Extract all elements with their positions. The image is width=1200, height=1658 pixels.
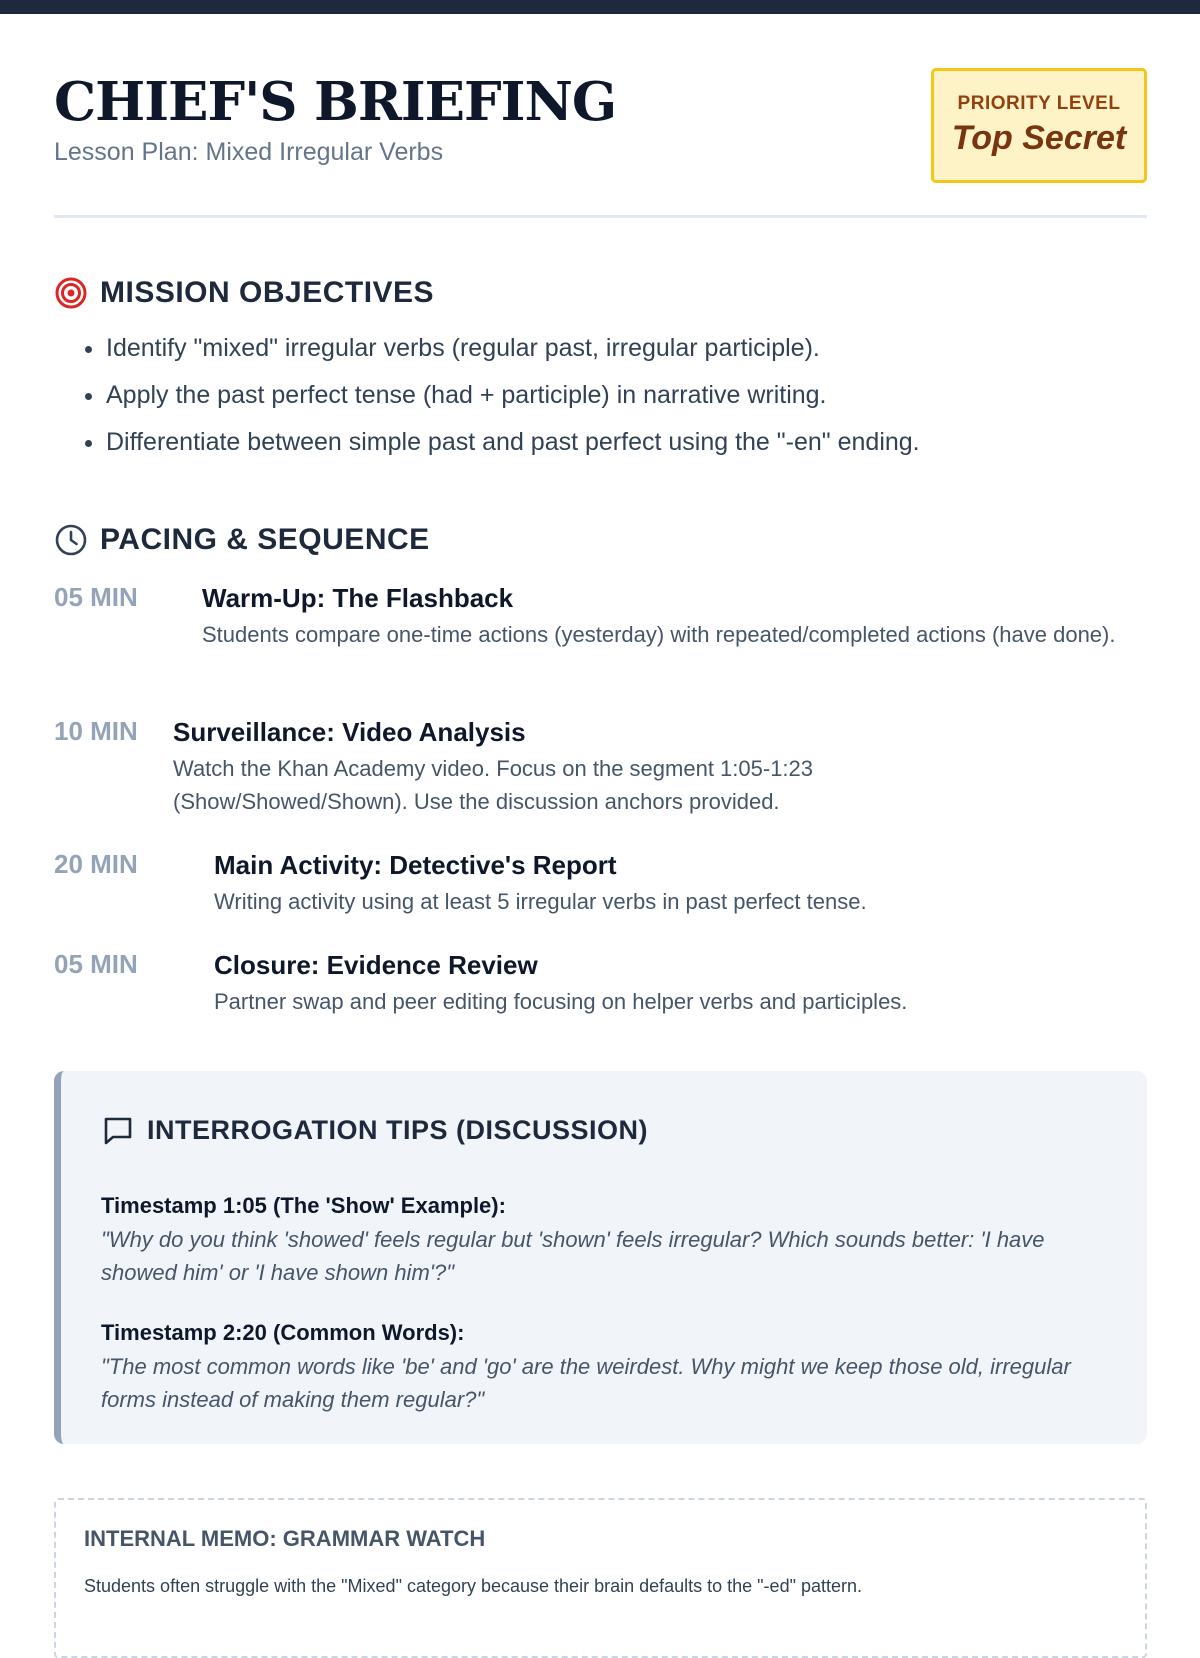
memo-text: Students often struggle with the "Mixed" category because their brain defaults to the "-ed" pattern. [84, 1576, 863, 1596]
list-item: • Differentiate between simple past and past perfect using the "-en" ending. [106, 428, 920, 475]
objectives-heading [54, 273, 434, 313]
tip-item [101, 1191, 1111, 1289]
top-bar [0, 0, 1200, 14]
pacing-item [54, 582, 1147, 651]
pacing-item-title: Closure: Evidence Review [214, 950, 538, 980]
objectives-list [78, 334, 920, 475]
pacing-time: 05 MIN [54, 582, 138, 612]
briefing-page [54, 14, 1147, 1596]
pacing-time: 05 MIN [54, 949, 138, 979]
header [54, 14, 1147, 218]
priority-label: PRIORITY LEVEL [957, 93, 1121, 114]
clock-icon [54, 523, 88, 557]
tip-label: Timestamp 1:05 (The 'Show' Example): [101, 1193, 506, 1218]
list-item: • Apply the past perfect tense (had + participle) in narrative writing. [106, 381, 920, 428]
pacing-item [54, 849, 1147, 918]
pacing-time: 10 MIN [54, 716, 138, 746]
page-subtitle: Lesson Plan: Mixed Irregular Verbs [54, 138, 444, 166]
pacing-item-title: Main Activity: Detective's Report [214, 850, 617, 880]
pacing-heading [54, 520, 430, 560]
chat-bubble-icon [101, 1113, 135, 1147]
tips-panel [54, 1071, 1147, 1444]
pacing-item-description: Writing activity using at least 5 irregular verbs in past perfect tense. [214, 889, 867, 914]
target-icon [54, 276, 88, 310]
priority-badge [931, 68, 1147, 183]
list-item: • Identify "mixed" irregular verbs (regular past, irregular participle). [106, 334, 920, 381]
pacing-item [54, 716, 1147, 818]
tips-title: INTERROGATION TIPS (DISCUSSION) [147, 1114, 649, 1145]
page-title: CHIEF'S BRIEFING [54, 71, 617, 133]
pacing-title: PACING & SEQUENCE [100, 523, 430, 556]
tip-label: Timestamp 2:20 (Common Words): [101, 1320, 465, 1345]
pacing-item-description: Students compare one-time actions (yesterday) with repeated/completed actions (have done). [202, 622, 1116, 647]
tip-item [101, 1318, 1111, 1416]
pacing-item [54, 949, 1147, 1018]
pacing-item-title: Surveillance: Video Analysis [173, 717, 526, 747]
priority-value: Top Secret [951, 119, 1127, 157]
tips-heading [101, 1113, 648, 1147]
pacing-item-description: Watch the Khan Academy video. Focus on the segment 1:05-1:23 (Show/Showed/Shown). Use the discussion anchors provided. [173, 756, 814, 814]
pacing-item-title: Warm-Up: The Flashback [202, 583, 514, 613]
tip-quote: "The most common words like 'be' and 'go' are the weirdest. Why might we keep those old, irregular forms instead of making them regular?" [101, 1354, 1071, 1412]
internal-memo [54, 1498, 1147, 1658]
pacing-time: 20 MIN [54, 849, 138, 879]
objectives-title: MISSION OBJECTIVES [100, 276, 435, 309]
memo-title: INTERNAL MEMO: GRAMMAR WATCH [84, 1526, 486, 1551]
tip-quote: "Why do you think 'showed' feels regular but 'shown' feels irregular? Which sounds better: 'I have showed him' or 'I have shown him'?" [101, 1227, 1045, 1285]
pacing-item-description: Partner swap and peer editing focusing on helper verbs and participles. [214, 989, 908, 1014]
